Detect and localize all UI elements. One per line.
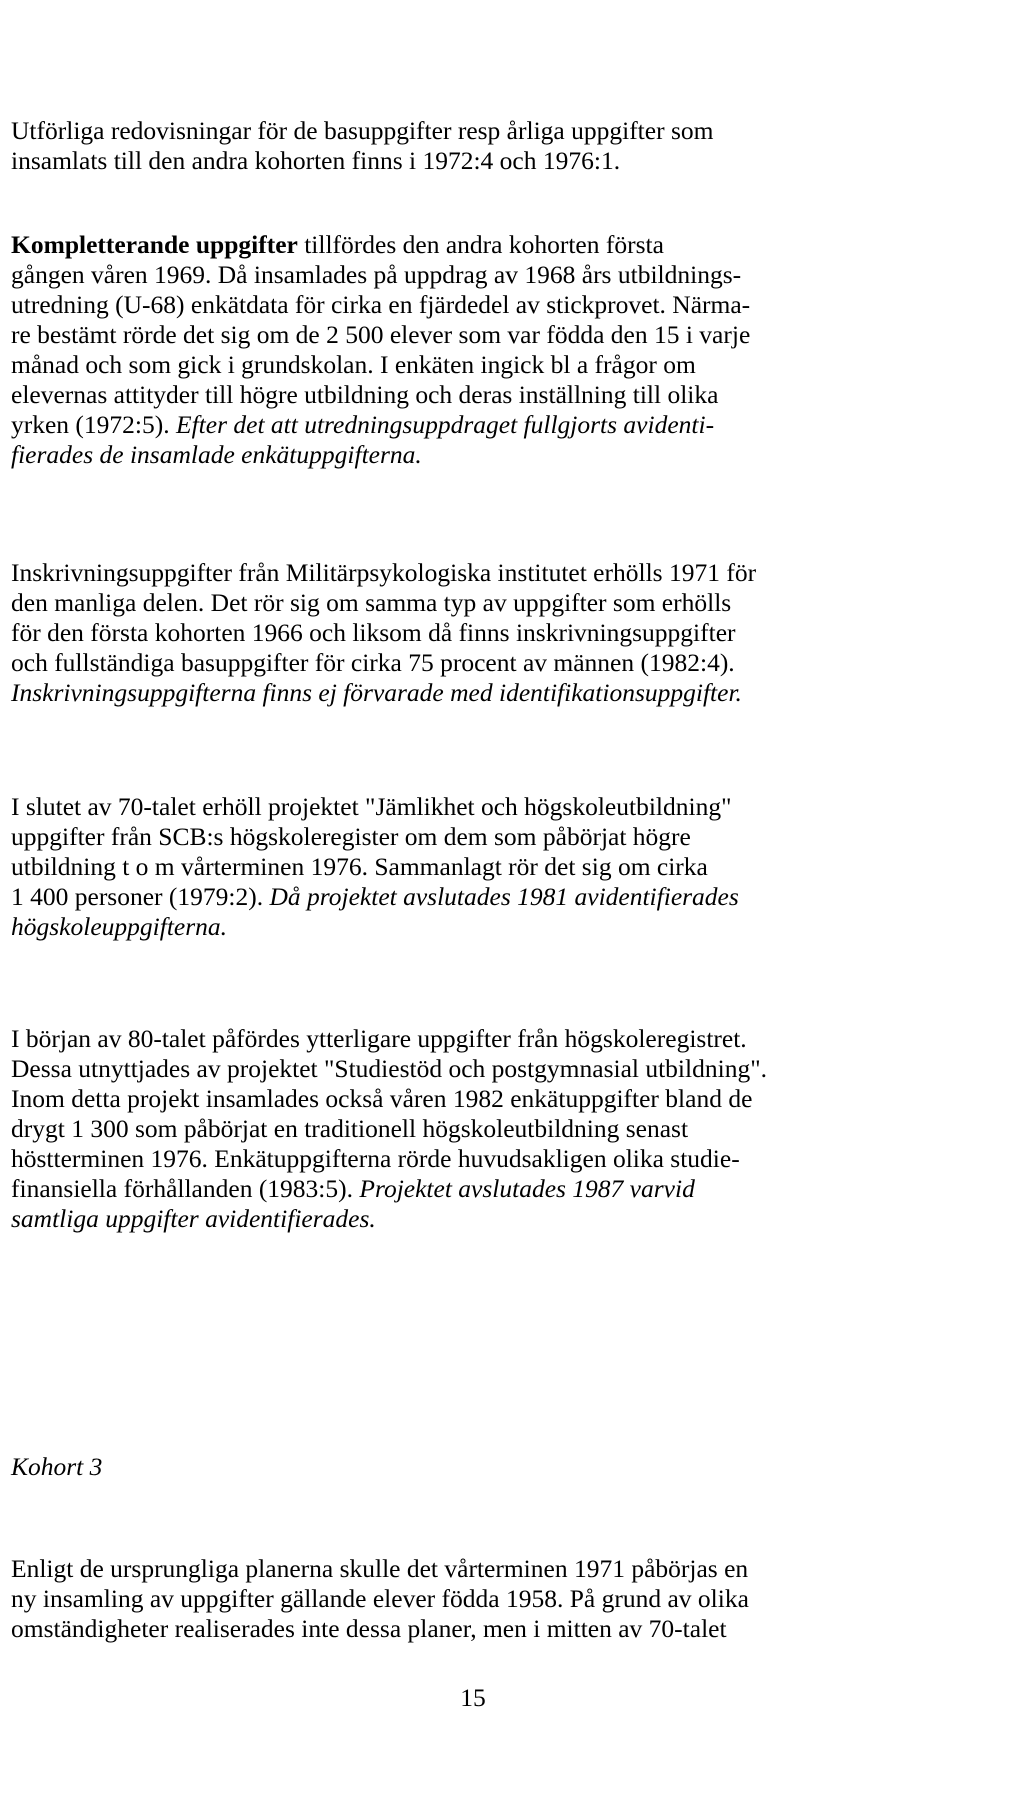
text-run: och fullständiga basuppgifter för cirka 75 procent av männen (1982:4).	[11, 648, 735, 677]
text-run: elevernas attityder till högre utbildning och deras inställning till olika	[11, 380, 719, 409]
text-line	[11, 1054, 961, 1084]
text-line	[11, 822, 961, 852]
italic-text-run: Projektet avslutades 1987 varvid	[359, 1174, 695, 1203]
italic-text-run: Inskrivningsuppgifterna finns ej förvarade med identifikationsuppgifter.	[11, 678, 742, 707]
text-line	[11, 1554, 961, 1584]
bold-text-run: Kompletterande uppgifter	[11, 230, 298, 259]
text-line	[11, 618, 961, 648]
text-line	[11, 1114, 961, 1144]
text-run: yrken (1972:5).	[11, 410, 177, 439]
text-line	[11, 230, 961, 260]
paragraph-4	[11, 792, 961, 942]
text-run: I början av 80-talet påfördes ytterligare uppgifter från högskoleregistret.	[11, 1024, 747, 1053]
text-run: re bestämt rörde det sig om de 2 500 elever som var födda den 15 i varje	[11, 320, 751, 349]
text-line	[11, 1024, 961, 1054]
text-run: gången våren 1969. Då insamlades på uppdrag av 1968 års utbildnings-	[11, 260, 742, 289]
text-line	[11, 410, 961, 440]
text-line	[11, 1084, 961, 1114]
text-run: Dessa utnyttjades av projektet "Studiestöd och postgymnasial utbildning".	[11, 1054, 767, 1083]
text-run: finansiella förhållanden (1983:5).	[11, 1174, 360, 1203]
text-run: den manliga delen. Det rör sig om samma typ av uppgifter som erhölls	[11, 588, 732, 617]
text-line	[11, 1144, 961, 1174]
text-run: Inskrivningsuppgifter från Militärpsykologiska institutet erhölls 1971 för	[11, 558, 757, 587]
text-line	[11, 440, 961, 470]
text-line	[11, 792, 961, 822]
text-line	[11, 648, 961, 678]
text-line	[11, 1584, 961, 1614]
paragraph-2	[11, 230, 961, 470]
text-run: tillfördes den andra kohorten första	[297, 230, 664, 259]
italic-text-run: Då projektet avslutades 1981 avidentifierades	[269, 882, 739, 911]
paragraph-1	[11, 116, 961, 176]
text-run: omständigheter realiserades inte dessa planer, men i mitten av 70-talet	[11, 1614, 727, 1643]
text-line	[11, 1174, 961, 1204]
paragraph-5	[11, 1024, 961, 1234]
text-run: Enligt de ursprungliga planerna skulle det vårterminen 1971 påbörjas en	[11, 1554, 749, 1583]
section-heading: Kohort 3	[11, 1452, 103, 1481]
text-run: utredning (U-68) enkätdata för cirka en fjärdedel av stickprovet. Närma-	[11, 290, 751, 319]
italic-text-run: fierades de insamlade enkätuppgifterna.	[11, 440, 422, 469]
text-line	[11, 1614, 961, 1644]
italic-text-run: samtliga uppgifter avidentifierades.	[11, 1204, 376, 1233]
text-line	[11, 350, 961, 380]
italic-text-run: högskoleuppgifterna.	[11, 912, 228, 941]
text-line	[11, 320, 961, 350]
text-line	[11, 678, 961, 708]
text-run: Inom detta projekt insamlades också våren 1982 enkätuppgifter bland de	[11, 1084, 753, 1113]
text-run: Utförliga redovisningar för de basuppgifter resp årliga uppgifter som	[11, 116, 714, 145]
text-line	[11, 116, 961, 146]
text-run: insamlats till den andra kohorten finns i 1972:4 och 1976:1.	[11, 146, 621, 175]
text-line	[11, 1204, 961, 1234]
text-line	[11, 852, 961, 882]
text-line	[11, 290, 961, 320]
text-run: höstterminen 1976. Enkätuppgifterna rörde huvudsakligen olika studie-	[11, 1144, 740, 1173]
text-line	[11, 146, 961, 176]
paragraph-3	[11, 558, 961, 708]
page-number: 15	[460, 1683, 486, 1712]
text-line	[11, 588, 961, 618]
text-line	[11, 558, 961, 588]
text-run: för den första kohorten 1966 och liksom då finns inskrivningsuppgifter	[11, 618, 736, 647]
paragraph-6	[11, 1554, 961, 1644]
text-run: månad och som gick i grundskolan. I enkäten ingick bl a frågor om	[11, 350, 696, 379]
italic-text-run: Efter det att utredningsuppdraget fullgjorts avidenti-	[176, 410, 715, 439]
text-line	[11, 882, 961, 912]
text-line	[11, 260, 961, 290]
text-line	[11, 380, 961, 410]
text-run: ny insamling av uppgifter gällande elever födda 1958. På grund av olika	[11, 1584, 749, 1613]
text-line	[11, 912, 961, 942]
text-run: drygt 1 300 som påbörjat en traditionell högskoleutbildning senast	[11, 1114, 689, 1143]
text-run: 1 400 personer (1979:2).	[11, 882, 270, 911]
text-run: I slutet av 70-talet erhöll projektet "Jämlikhet och högskoleutbildning"	[11, 792, 732, 821]
text-run: utbildning t o m vårterminen 1976. Sammanlagt rör det sig om cirka	[11, 852, 708, 881]
text-run: uppgifter från SCB:s högskoleregister om dem som påbörjat högre	[11, 822, 691, 851]
